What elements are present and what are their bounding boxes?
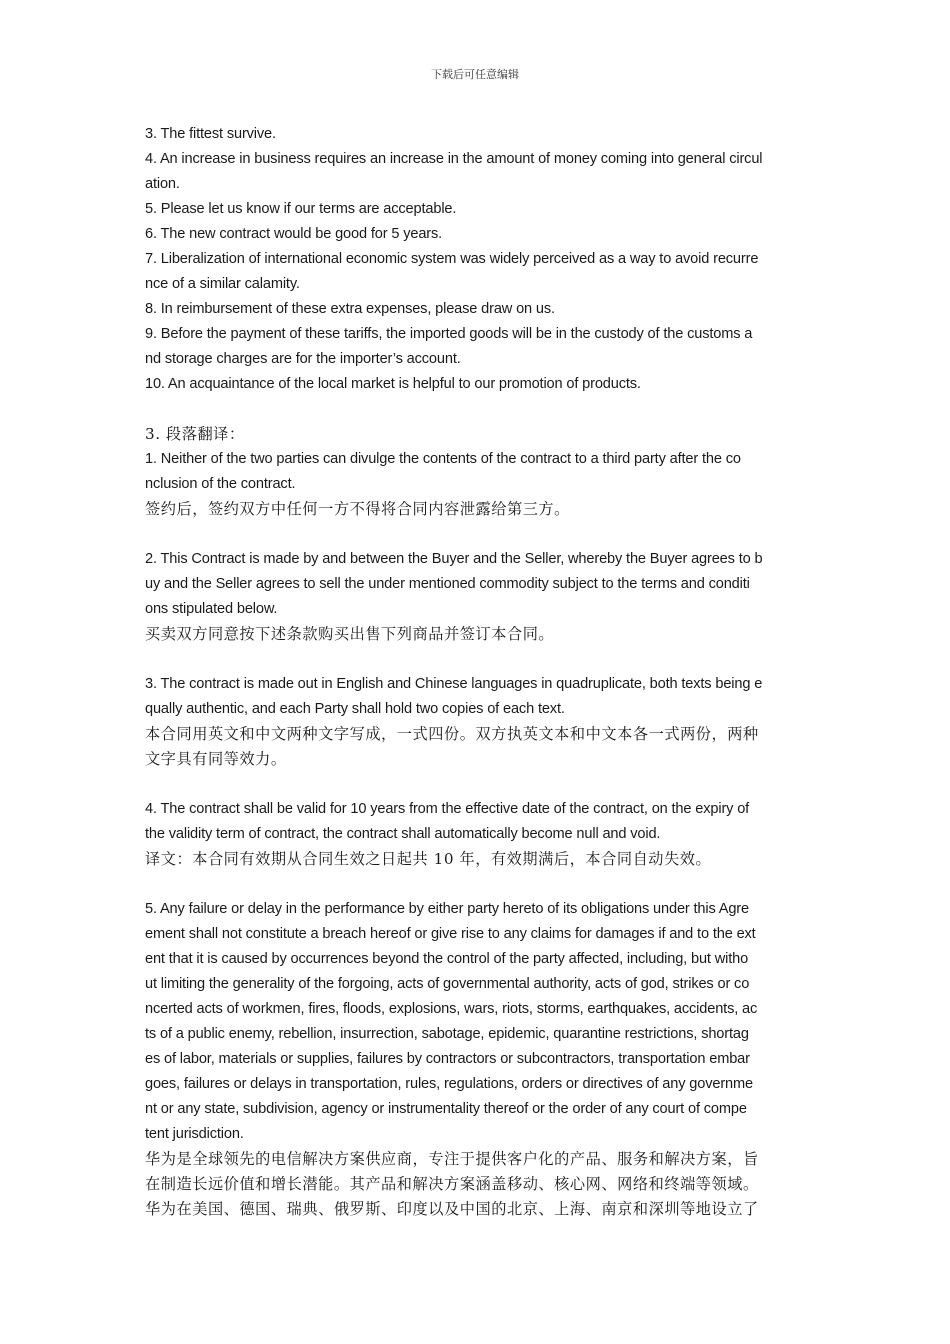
paragraph-2-en-line-1: 2. This Contract is made by and between the Buyer and the Seller, whereby the Buyer agrees to b (145, 551, 763, 567)
spacer (145, 397, 810, 422)
paragraph-2-zh-line-1: 买卖双方同意按下述条款购买出售下列商品并签订本合同。 (145, 625, 555, 643)
spacer (145, 647, 810, 672)
paragraph-5-en-line-7: es of labor, materials or supplies, failures by contractors or subcontractors, transportation embar (145, 1051, 750, 1067)
page-header: 下载后可任意编辑 (431, 68, 519, 81)
sentence-6: 6. The new contract would be good for 5 years. (145, 226, 443, 242)
paragraph-5-en-line-10: tent jurisdiction. (145, 1126, 244, 1142)
section-heading: 3. 段落翻译： (145, 425, 245, 443)
paragraph-2-en-line-2: uy and the Seller agrees to sell the under mentioned commodity subject to the terms and conditi (145, 576, 750, 592)
sentence-4-line-1: 4. An increase in business requires an increase in the amount of money coming into general circul (145, 151, 763, 167)
paragraph-3-zh-line-1: 本合同用英文和中文两种文字写成，一式四份。双方执英文本和中文本各一式两份，两种 (145, 725, 759, 743)
sentence-7-line-1: 7. Liberalization of international economic system was widely perceived as a way to avoid recurre (145, 251, 759, 267)
paragraph-1-en-line-1: 1. Neither of the two parties can divulge the contents of the contract to a third party after the co (145, 451, 741, 467)
paragraph-1-en-line-2: nclusion of the contract. (145, 476, 296, 492)
paragraph-5-en-line-4: ut limiting the generality of the forgoing, acts of governmental authority, acts of god, strikes or co (145, 976, 750, 992)
paragraph-5-en-line-5: ncerted acts of workmen, fires, floods, explosions, wars, riots, storms, earthquakes, accidents, ac (145, 1001, 758, 1017)
sentence-4-line-2: ation. (145, 176, 180, 192)
paragraph-3-en-line-1: 3. The contract is made out in English and Chinese languages in quadruplicate, both texts being e (145, 676, 763, 692)
paragraph-5-en-line-6: ts of a public enemy, rebellion, insurrection, sabotage, epidemic, quarantine restrictions, shortag (145, 1026, 749, 1042)
sentence-5: 5. Please let us know if our terms are acceptable. (145, 201, 457, 217)
paragraph-5-zh-line-2: 在制造长远价值和增长潜能。其产品和解决方案涵盖移动、核心网、网络和终端等领域。 (145, 1175, 759, 1193)
spacer (145, 772, 810, 797)
paragraph-4-zh-line-1: 译文：本合同有效期从合同生效之日起共 10 年，有效期满后，本合同自动失效。 (145, 850, 712, 868)
paragraph-4-en-line-1: 4. The contract shall be valid for 10 years from the effective date of the contract, on the expiry of (145, 801, 750, 817)
spacer (145, 522, 810, 547)
paragraph-5-en-line-1: 5. Any failure or delay in the performance by either party hereto of its obligations under this Agre (145, 901, 749, 917)
sentence-9-line-1: 9. Before the payment of these tariffs, the imported goods will be in the custody of the customs a (145, 326, 753, 342)
sentence-8: 8. In reimbursement of these extra expenses, please draw on us. (145, 301, 555, 317)
paragraph-5-en-line-3: ent that it is caused by occurrences beyond the control of the party affected, including, but witho (145, 951, 749, 967)
paragraph-5-en-line-2: ement shall not constitute a breach hereof or give rise to any claims for damages if and to the ext (145, 926, 756, 942)
sentence-10: 10. An acquaintance of the local market is helpful to our promotion of products. (145, 376, 641, 392)
paragraph-4-en-line-2: the validity term of contract, the contract shall automatically become null and void. (145, 826, 661, 842)
spacer (145, 872, 810, 897)
paragraph-5-zh-line-1: 华为是全球领先的电信解决方案供应商，专注于提供客户化的产品、服务和解决方案，旨 (145, 1150, 759, 1168)
sentence-7-line-2: nce of a similar calamity. (145, 276, 300, 292)
paragraph-3-zh-line-2: 文字具有同等效力。 (145, 750, 287, 768)
paragraph-5-zh-line-3: 华为在美国、德国、瑞典、俄罗斯、印度以及中国的北京、上海、南京和深圳等地设立了 (145, 1200, 759, 1218)
sentence-9-line-2: nd storage charges are for the importer’s account. (145, 351, 461, 367)
paragraph-3-en-line-2: qually authentic, and each Party shall hold two copies of each text. (145, 701, 565, 717)
sentence-3: 3. The fittest survive. (145, 126, 276, 142)
paragraph-5-en-line-9: nt or any state, subdivision, agency or instrumentality thereof or the order of any court of compe (145, 1101, 747, 1117)
paragraph-5-en-line-8: goes, failures or delays in transportation, rules, regulations, orders or directives of any governme (145, 1076, 753, 1092)
paragraph-1-zh-line-1: 签约后，签约双方中任何一方不得将合同内容泄露给第三方。 (145, 500, 570, 518)
paragraph-2-en-line-3: ons stipulated below. (145, 601, 278, 617)
document-body (145, 122, 810, 1222)
